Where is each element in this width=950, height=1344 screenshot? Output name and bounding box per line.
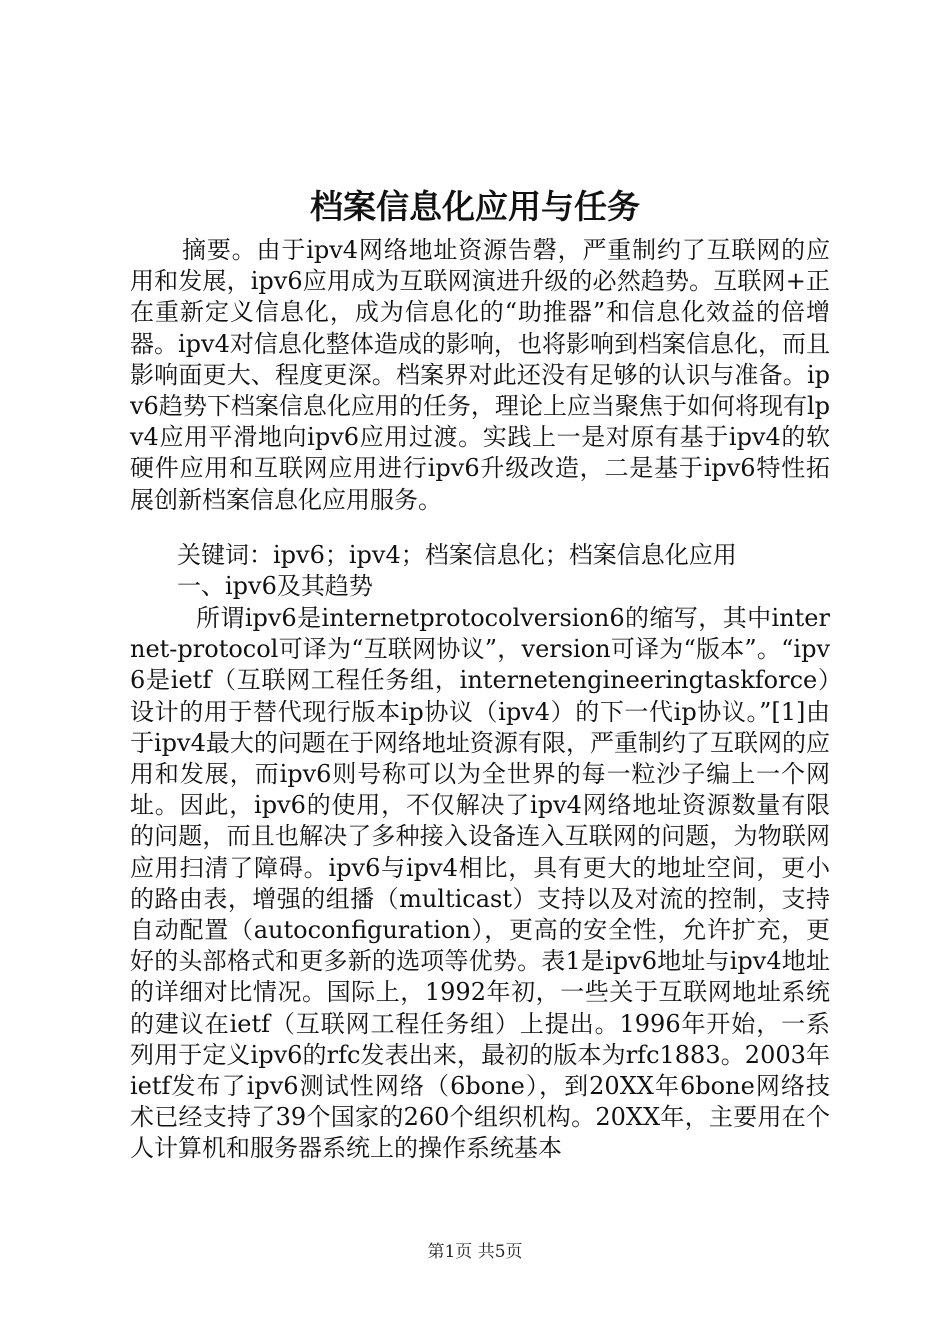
document-title: 档案信息化应用与任务	[310, 187, 640, 226]
section-body-paragraph: 所谓ipv6是internetprotocolversion6的缩写，其中internet-protocol可译为“互联网协议”，version可译为“版本”。“ipv6是ietf（互联网工程任务组，internetengineeringtaskforce）设计的用于替代现行版本ip协议（ipv4）的下一代ip协议。”[1]由于ipv4最大的问题在于网络地址资源有限，严重制约了互联网的应用和发展，而ipv6则号称可以为全世界的每一粒沙子编上一个网址。因此，ipv6的使用，不仅解决了ipv4网络地址资源数量有限的问题，而且也解决了多种接入设备连入互联网的问题，为物联网应用扫清了障碍。ipv6与ipv4相比，具有更大的地址空间，更小的路由表，增强的组播（multicast）支持以及对流的控制，支持自动配置（autoconfiguration），更高的安全性，允许扩充，更好的头部格式和更多新的选项等优势。表1是ipv6地址与ipv4地址的详细对比情况。国际上，1992年初，一些关于互联网地址系统的建议在ietf（互联网工程任务组）上提出。1996年开始，一系列用于定义ipv6的rfc发表出来，最初的版本为rfc1883。2003年ietf发布了ipv6测试性网络（6bone），到20XX年6bone网络技术已经支持了39个国家的260个组织机构。20XX年，主要用在个人计算机和服务器系统上的操作系统基本	[130, 604, 830, 1163]
page-footer: 第1页 共5页	[427, 1242, 523, 1262]
section-heading: 一、ipv6及其趋势	[177, 572, 373, 600]
abstract-paragraph: 摘要。由于ipv4网络地址资源告磬，严重制约了互联网的应用和发展，ipv6应用成为互联网演进升级的必然趋势。互联网+正在重新定义信息化，成为信息化的“助推器”和信息化效益的倍增器。ipv4对信息化整体造成的影响，也将影响到档案信息化，而且影响面更大、程度更深。档案界对此还没有足够的认识与准备。ipv6趋势下档案信息化应用的任务，理论上应当聚焦于如何将现有lpv4应用平滑地向ipv6应用过渡。实践上一是对原有基于ipv4的软硬件应用和互联网应用进行ipv6升级改造，二是基于ipv6特性拓展创新档案信息化应用服务。	[130, 236, 830, 514]
keywords-line: 关键词：ipv6；ipv4；档案信息化；档案信息化应用	[177, 541, 737, 569]
